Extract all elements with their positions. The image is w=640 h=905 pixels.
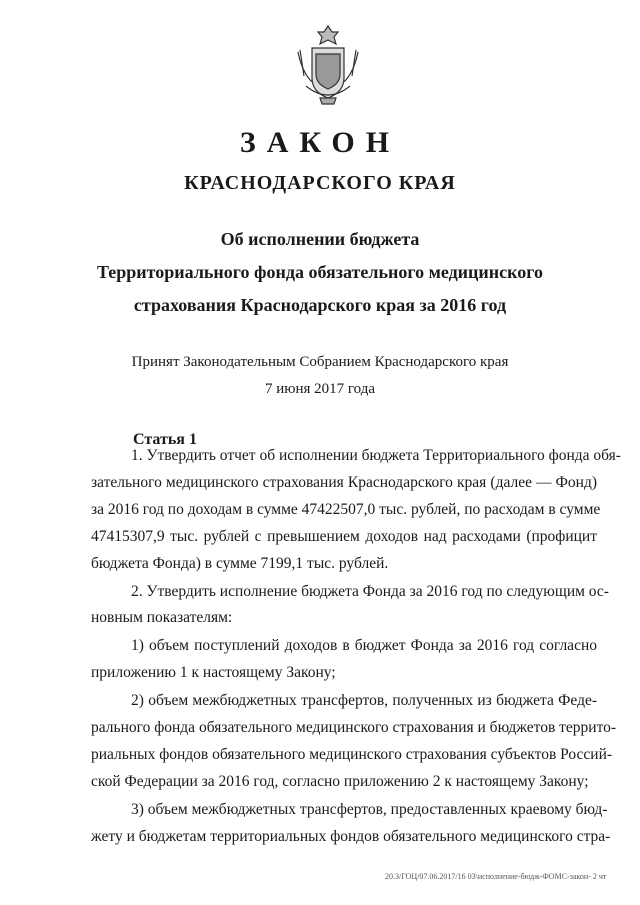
law-name-line-2: Территориального фонда обязательного медицинского [96, 262, 544, 282]
coat-of-arms-emblem [292, 22, 364, 110]
body-line: 2. Утвердить исполнение бюджета Фонда за 2016 год по следующим ос- [131, 583, 609, 600]
body-line: жету и бюджетам территориальных фондов обязательного медицинского стра- [91, 828, 611, 845]
body-line: новным показателям: [91, 609, 233, 626]
body-line: 1) объем поступлений доходов в бюджет Фонда за 2016 год согласно [131, 637, 597, 654]
law-name-line-3: страхования Краснодарского края за 2016 год [133, 295, 507, 315]
body-line: риальных фондов обязательного медицинского страхования субъектов Россий- [91, 746, 613, 763]
footer-file-reference: 20.3/ГОЦ/07.06.2017/16 03\исполнение-бюдж-ФОМС-закон- 2 чт [385, 872, 607, 881]
law-name-line-1: Об исполнении бюджета [220, 229, 420, 249]
body-line: ской Федерации за 2016 год, согласно приложению 2 к настоящему Закону; [91, 773, 589, 790]
document-subtitle: КРАСНОДАРСКОГО КРАЯ [184, 172, 456, 194]
document-title: ЗАКОН [239, 126, 401, 159]
adopted-date: 7 июня 2017 года [264, 381, 376, 397]
body-line: бюджета Фонда) в сумме 7199,1 тыс. рублей. [91, 555, 389, 572]
body-line: за 2016 год по доходам в сумме 47422507,0 тыс. рублей, по расходам в сумме [91, 501, 601, 518]
body-line: рального фонда обязательного медицинского страхования и бюджетов террито- [91, 719, 617, 736]
body-line: 2) объем межбюджетных трансфертов, полученных из бюджета Феде- [131, 692, 597, 709]
body-line: приложению 1 к настоящему Закону; [91, 664, 336, 681]
body-line: зательного медицинского страхования Краснодарского края (далее — Фонд) [91, 474, 597, 491]
body-line: 1. Утвердить отчет об исполнении бюджета Территориального фонда обя- [131, 447, 621, 464]
body-line: 3) объем межбюджетных трансфертов, предоставленных краевому бюд- [131, 801, 608, 818]
article-heading: Статья 1 [133, 431, 197, 448]
body-line: 47415307,9 тыс. рублей с превышением доходов над расходами (профицит [91, 528, 597, 545]
adopted-by-line: Принят Законодательным Собранием Краснодарского края [131, 354, 509, 370]
